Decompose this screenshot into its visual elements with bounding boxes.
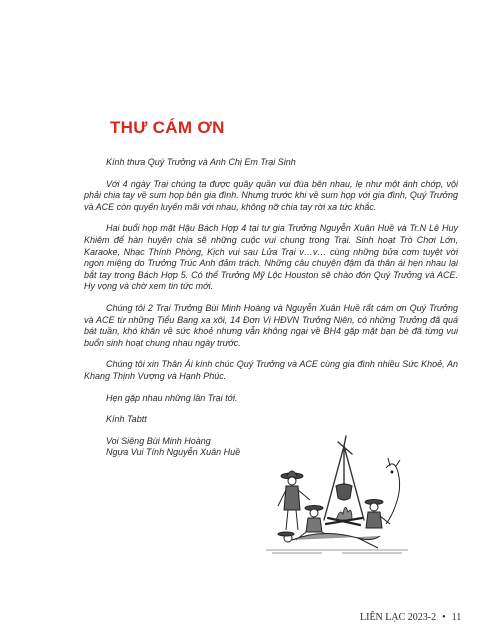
page-title: THƯ CÁM ƠN	[110, 118, 225, 137]
greeting: Kính thưa Quý Trưởng và Anh Chị Em Trại Sinh	[106, 157, 296, 167]
letter-body	[84, 157, 458, 469]
paragraph: Chúng tôi xin Thân Ái kính chúc Quý Trưởng và ACE cùng gia đình nhiều Sức Khoẻ, An Khang Thịnh Vượng và Hạnh Phúc.	[84, 359, 458, 381]
signature-line: Voi Siêng Bùi Minh Hoàng	[106, 435, 211, 446]
closing-line: Hẹn gặp nhau những lần Trại tới.	[106, 392, 238, 403]
page-number: 11	[451, 612, 462, 623]
signoff: Kính Tabtt	[106, 414, 147, 425]
signature-line: Ngựa Vui Tính Nguyễn Xuân Huề	[106, 447, 241, 458]
scouts-campfire-illustration	[262, 428, 412, 558]
page-footer	[360, 612, 461, 623]
paragraph: Chúng tôi 2 Trại Trưởng Bùi Minh Hoàng và Nguyễn Xuân Huề rất cám ơn Quý Trưởng và ACE từ những Tiểu Bang xa xôi, 14 Đơn Vị HĐVN Trưởng Niên, có những Trưởng đã quá bát tuần, khó khăn về sức khoẻ nhưng vẫn không ngại về BH4 gặp mặt bạn bè đã từng vui buổn sinh hoạt chung nhau ngày trước.	[84, 302, 458, 348]
footer-bullet: •	[442, 612, 446, 623]
publication-name: LIÊN LẠC 2023-2	[360, 612, 437, 623]
paragraph: Với 4 ngày Trại chúng ta được quây quần vui đùa bên nhau, lẹ như một ánh chớp, vội phải chia tay về sum họp bên gia đình. Nhưng trước khi về sum họp với gia đình, Quý Trưởng và ACE còn quyến luyến mãi với nhau, không nỡ chia tay rời xa tức khắc.	[84, 178, 458, 212]
paragraph: Hai buổi họp mặt Hậu Bách Hợp 4 tại tư gia Trưởng Nguyễn Xuân Huề và Tr.N Lê Huy Khiêm để hàn huyên chia sẽ những cuộc vui chung trong Trại. Sinh hoạt Trò Chơi Lớn, Karaoke, Nhạc Thính Phòng, Kịch vui sau Lửa Trại v…v… cùng những bửa cơm tuyệt vời ngon miệng do Trưởng Trúc Anh đảm trách. Những câu chuyện đậm đà thân ái hẹn nhau lại bắt tay trong Bách Hợp 5. Có thể Trưởng Mỹ Lộc Houston sẽ chào đón Quý Trưởng và ACE. Hy vọng và chờ xem tin tức mới.	[84, 223, 458, 292]
